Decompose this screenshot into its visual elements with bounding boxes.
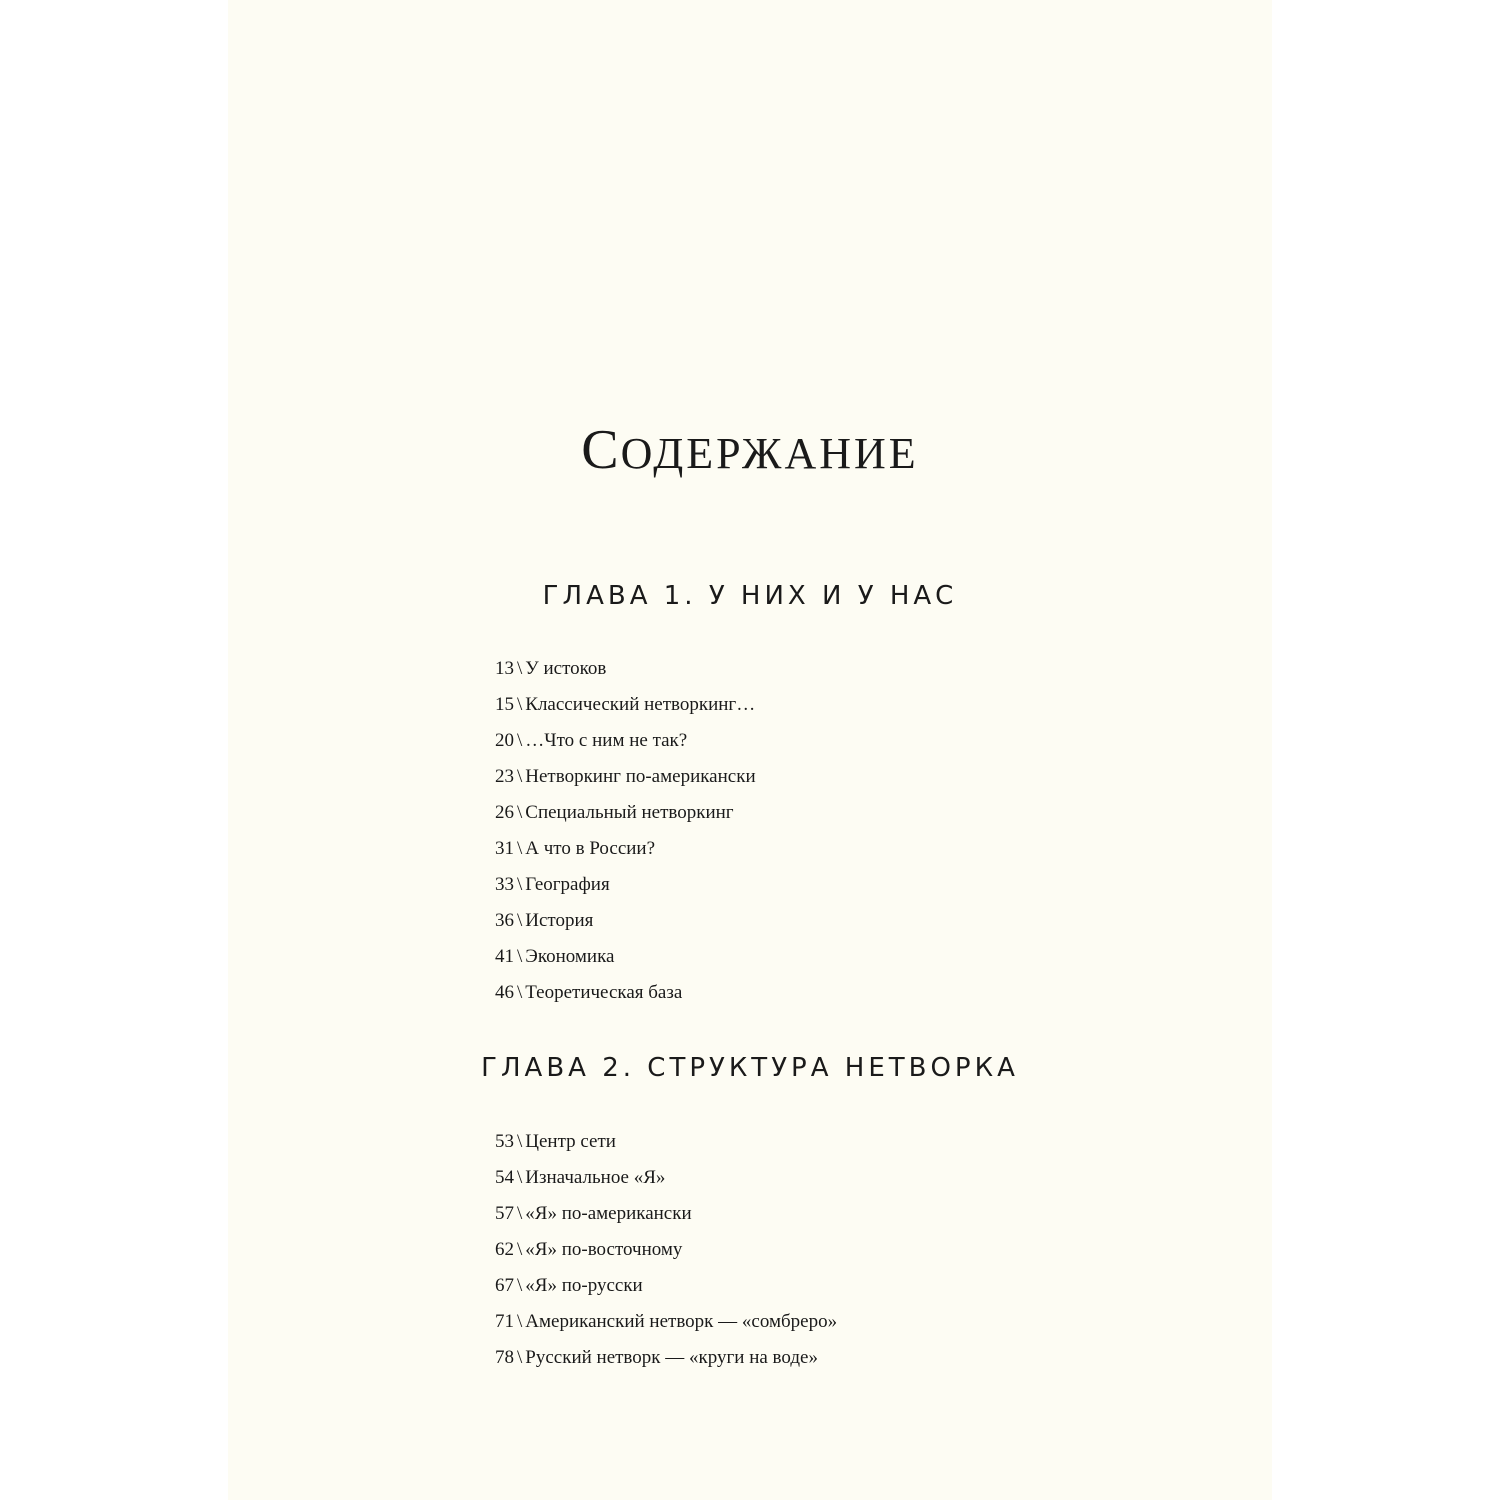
toc-entry[interactable] bbox=[495, 1196, 837, 1232]
toc-entry[interactable] bbox=[495, 939, 756, 975]
toc-entry[interactable] bbox=[495, 1160, 837, 1196]
toc-entry-title: Американский нетворк — «сомбреро» bbox=[525, 1311, 838, 1332]
toc-separator: \ bbox=[517, 1167, 523, 1188]
toc-entry-title: История bbox=[525, 910, 594, 931]
toc-entry-title: Теоретическая база bbox=[525, 982, 683, 1003]
toc-entry[interactable] bbox=[495, 975, 756, 1011]
toc-separator: \ bbox=[517, 838, 523, 859]
toc-page-number: 20 bbox=[495, 730, 514, 751]
toc-separator: \ bbox=[517, 730, 523, 751]
toc-entry-title: «Я» по-американски bbox=[525, 1203, 692, 1224]
toc-separator: \ bbox=[517, 874, 523, 895]
toc-entry-title: Специальный нетворкинг bbox=[525, 802, 734, 823]
toc-page-number: 53 bbox=[495, 1131, 514, 1152]
toc-entry-title: А что в России? bbox=[525, 838, 656, 859]
toc-separator: \ bbox=[517, 910, 523, 931]
toc-entry[interactable] bbox=[495, 651, 756, 687]
toc-separator: \ bbox=[517, 1311, 523, 1332]
toc-entry[interactable] bbox=[495, 759, 756, 795]
toc-entry-title: География bbox=[525, 874, 610, 895]
document-page bbox=[228, 0, 1272, 1500]
toc-entry[interactable] bbox=[495, 1232, 837, 1268]
toc-separator: \ bbox=[517, 1131, 523, 1152]
toc-page-number: 54 bbox=[495, 1167, 514, 1188]
toc-entry[interactable] bbox=[495, 795, 756, 831]
toc-entry[interactable] bbox=[495, 867, 756, 903]
toc-page-number: 15 bbox=[495, 694, 514, 715]
toc-page-number: 78 bbox=[495, 1347, 514, 1368]
chapter-2-toc bbox=[495, 1124, 837, 1376]
toc-entry[interactable] bbox=[495, 1340, 837, 1376]
toc-separator: \ bbox=[517, 1275, 523, 1296]
toc-entry-title: Классический нетворкинг… bbox=[525, 694, 756, 715]
toc-separator: \ bbox=[517, 946, 523, 967]
toc-separator: \ bbox=[517, 1239, 523, 1260]
toc-separator: \ bbox=[517, 694, 523, 715]
toc-separator: \ bbox=[517, 802, 523, 823]
chapter-1-heading: ГЛАВА 1. У НИХ И У НАС bbox=[542, 581, 958, 611]
toc-entry-title: «Я» по-русски bbox=[525, 1275, 643, 1296]
toc-entry-title: Экономика bbox=[525, 946, 615, 967]
title-first-letter: С bbox=[581, 419, 621, 481]
chapter-1-toc bbox=[495, 651, 756, 1011]
toc-entry[interactable] bbox=[495, 1268, 837, 1304]
toc-entry[interactable] bbox=[495, 723, 756, 759]
toc-entry-title: У истоков bbox=[525, 658, 607, 679]
toc-entry[interactable] bbox=[495, 903, 756, 939]
toc-page-number: 33 bbox=[495, 874, 514, 895]
chapter-2-heading: ГЛАВА 2. СТРУКТУРА НЕТВОРКА bbox=[481, 1053, 1019, 1083]
toc-page-number: 13 bbox=[495, 658, 514, 679]
toc-entry[interactable] bbox=[495, 1304, 837, 1340]
toc-separator: \ bbox=[517, 982, 523, 1003]
toc-page-number: 23 bbox=[495, 766, 514, 787]
toc-separator: \ bbox=[517, 766, 523, 787]
toc-entry[interactable] bbox=[495, 831, 756, 867]
toc-page-number: 67 bbox=[495, 1275, 514, 1296]
title-rest: ОДЕРЖАНИЕ bbox=[620, 429, 919, 478]
toc-page-number: 36 bbox=[495, 910, 514, 931]
toc-separator: \ bbox=[517, 1347, 523, 1368]
toc-separator: \ bbox=[517, 658, 523, 679]
toc-page-number: 31 bbox=[495, 838, 514, 859]
toc-page-number: 41 bbox=[495, 946, 514, 967]
toc-entry-title: Нетворкинг по-американски bbox=[525, 766, 756, 787]
toc-page-number: 71 bbox=[495, 1311, 514, 1332]
toc-entry[interactable] bbox=[495, 687, 756, 723]
toc-entry-title: «Я» по-восточному bbox=[525, 1239, 683, 1260]
toc-entry-title: Русский нетворк — «круги на воде» bbox=[525, 1347, 818, 1368]
toc-page-number: 57 bbox=[495, 1203, 514, 1224]
toc-entry-title: …Что с ним не так? bbox=[525, 730, 688, 751]
page-title bbox=[228, 418, 1272, 482]
toc-page-number: 46 bbox=[495, 982, 514, 1003]
toc-separator: \ bbox=[517, 1203, 523, 1224]
toc-page-number: 62 bbox=[495, 1239, 514, 1260]
toc-entry-title: Изначальное «Я» bbox=[525, 1167, 666, 1188]
toc-page-number: 26 bbox=[495, 802, 514, 823]
toc-entry[interactable] bbox=[495, 1124, 837, 1160]
toc-entry-title: Центр сети bbox=[525, 1131, 616, 1152]
